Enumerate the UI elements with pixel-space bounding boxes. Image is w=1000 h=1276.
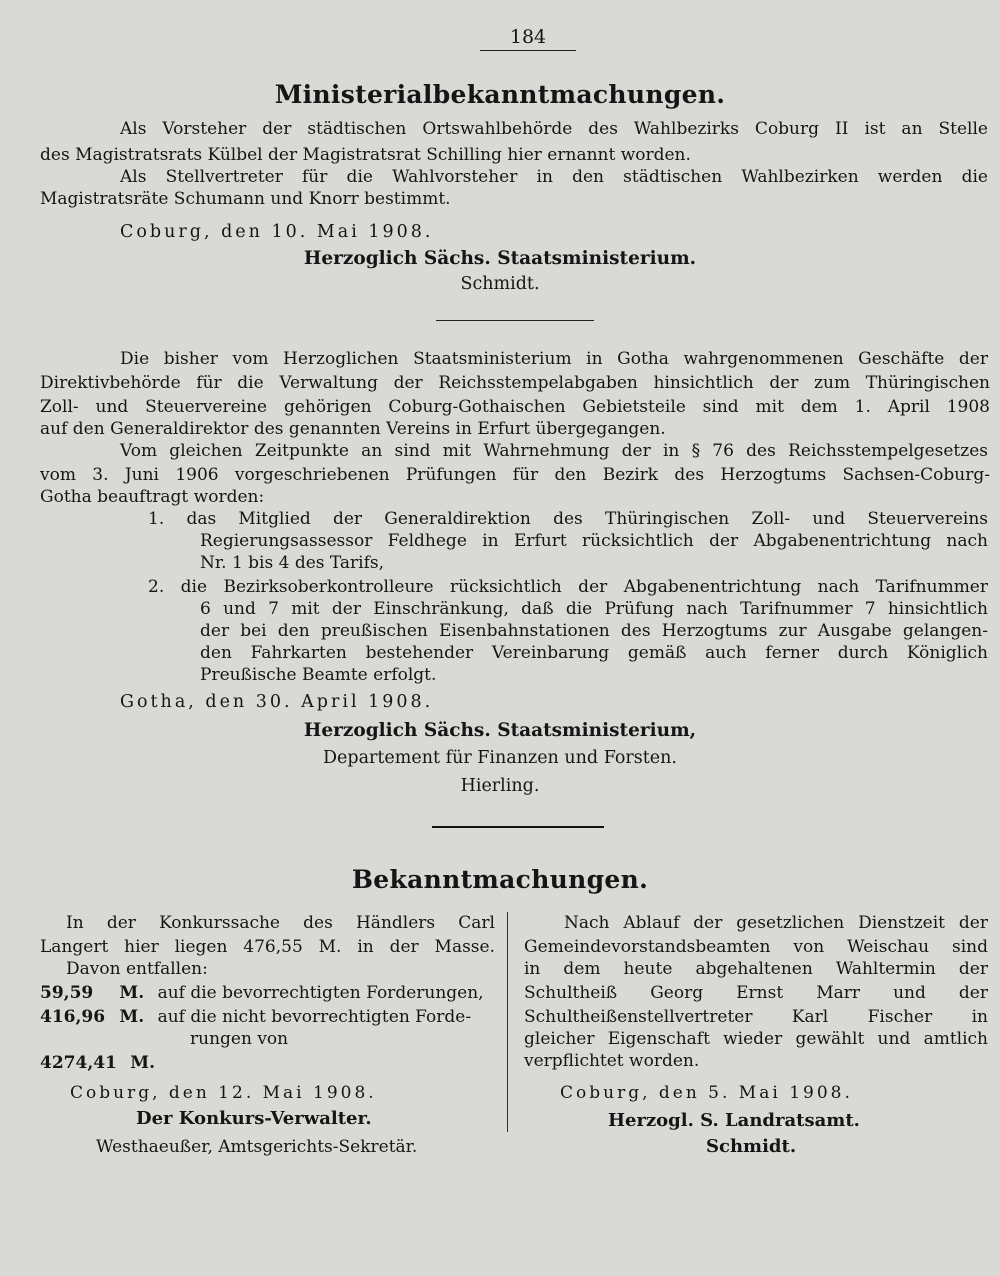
amount-row: 4274,41 M. [40, 1053, 156, 1073]
text-line: Direktivbehörde für die Verwaltung der Reichsstempelabgaben hinsichtlich der zum Thüringischen [40, 373, 990, 393]
list-item: Regierungsassessor Feldhege in Erfurt rücksichtlich der Abgabenentrichtung nach [200, 531, 988, 551]
text-line: Magistratsräte Schumann und Knorr bestimmt. [40, 189, 451, 209]
page-number: 184 [480, 26, 576, 51]
list-item: den Fahrkarten bestehender Vereinbarung gemäß auch ferner durch Königlich [200, 643, 988, 663]
text-line: vom 3. Juni 1906 vorgeschriebenen Prüfungen für den Bezirk des Herzogtums Sachsen-Coburg- [40, 465, 990, 485]
amount-row: 416,96 M. auf die nicht bevorrechtigten Forde- [40, 1007, 472, 1027]
text-line: gleicher Eigenschaft wieder gewählt und amtlich [524, 1029, 988, 1049]
text-line: in dem heute abgehaltenen Wahltermin der [524, 959, 988, 979]
issuing-authority: Herzogl. S. Landratsamt. [608, 1110, 860, 1131]
list-item: 6 und 7 mit der Einschränkung, daß die Prüfung nach Tarifnummer 7 hinsichtlich [200, 599, 988, 619]
text-line: Gemeindevorstandsbeamten von Weischau sind [524, 937, 988, 957]
text-line: Davon entfallen: [66, 959, 208, 979]
signatory: Schmidt. [460, 274, 540, 294]
place-date: Coburg, den 5. Mai 1908. [560, 1083, 853, 1103]
place-date: Gotha, den 30. April 1908. [120, 692, 434, 712]
list-item: 1. das Mitglied der Generaldirektion des Thüringischen Zoll- und Steuervereins [148, 509, 988, 529]
place-date: Coburg, den 10. Mai 1908. [120, 222, 434, 242]
text-line: rungen von [190, 1029, 289, 1049]
text-line: Schultheißenstellvertreter Karl Fischer in [524, 1007, 988, 1027]
signatory: Schmidt. [706, 1136, 797, 1157]
text-line: Als Vorsteher der städtischen Ortswahlbehörde des Wahlbezirks Coburg II ist an Stelle [120, 119, 988, 139]
text-line: Nach Ablauf der gesetzlichen Dienstzeit der [564, 913, 988, 933]
department: Departement für Finanzen und Forsten. [323, 748, 677, 768]
issuing-authority: Herzoglich Sächs. Staatsministerium, [303, 720, 697, 741]
list-item: 2. die Bezirksoberkontrolleure rücksichtlich der Abgabenentrichtung nach Tarifnummer [148, 577, 988, 597]
text-line: verpflichtet worden. [524, 1051, 700, 1071]
section-divider [432, 826, 604, 828]
section-title-ministerial: Ministerialbekanntmachungen. [274, 80, 726, 109]
text-line: auf den Generaldirektor des genannten Vereins in Erfurt übergegangen. [40, 419, 666, 439]
column-separator [507, 912, 508, 1132]
signatory: Hierling. [460, 776, 540, 796]
issuing-authority: Der Konkurs-Verwalter. [136, 1108, 372, 1129]
notice-weischau [524, 912, 988, 1142]
list-item: Nr. 1 bis 4 des Tarifs, [200, 553, 385, 573]
text-line: Vom gleichen Zeitpunkte an sind mit Wahrnehmung der in § 76 des Reichsstempelgesetzes [120, 441, 988, 461]
notice-konkurs [40, 912, 495, 1142]
divider [436, 320, 594, 321]
text-line: Als Stellvertreter für die Wahlvorsteher in den städtischen Wahlbezirken werden die [120, 167, 988, 187]
list-item: der bei den preußischen Eisenbahnstationen des Herzogtums zur Ausgabe gelangen- [200, 621, 988, 641]
text-line: Die bisher vom Herzoglichen Staatsministerium in Gotha wahrgenommenen Geschäfte der [120, 349, 988, 369]
signatory: Westhaeußer, Amtsgerichts-Sekretär. [96, 1137, 418, 1157]
text-line: des Magistratsrats Külbel der Magistratsrat Schilling hier ernannt worden. [40, 145, 691, 165]
text-line: Zoll- und Steuervereine gehörigen Coburg-Gothaischen Gebietsteile sind mit dem 1. April 1908 [40, 397, 990, 417]
place-date: Coburg, den 12. Mai 1908. [70, 1083, 377, 1103]
text-line: Gotha beauftragt worden: [40, 487, 265, 507]
text-line: In der Konkurssache des Händlers Carl [66, 913, 495, 933]
amount-row: 59,59 M. auf die bevorrechtigten Forderungen, [40, 983, 484, 1003]
text-line: Schultheiß Georg Ernst Marr und der [524, 983, 988, 1003]
text-line: Langert hier liegen 476,55 M. in der Masse. [40, 937, 495, 957]
list-item: Preußische Beamte erfolgt. [200, 665, 437, 685]
section-title-announcements: Bekanntmachungen. [351, 865, 649, 894]
issuing-authority: Herzoglich Sächs. Staatsministerium. [303, 248, 697, 269]
